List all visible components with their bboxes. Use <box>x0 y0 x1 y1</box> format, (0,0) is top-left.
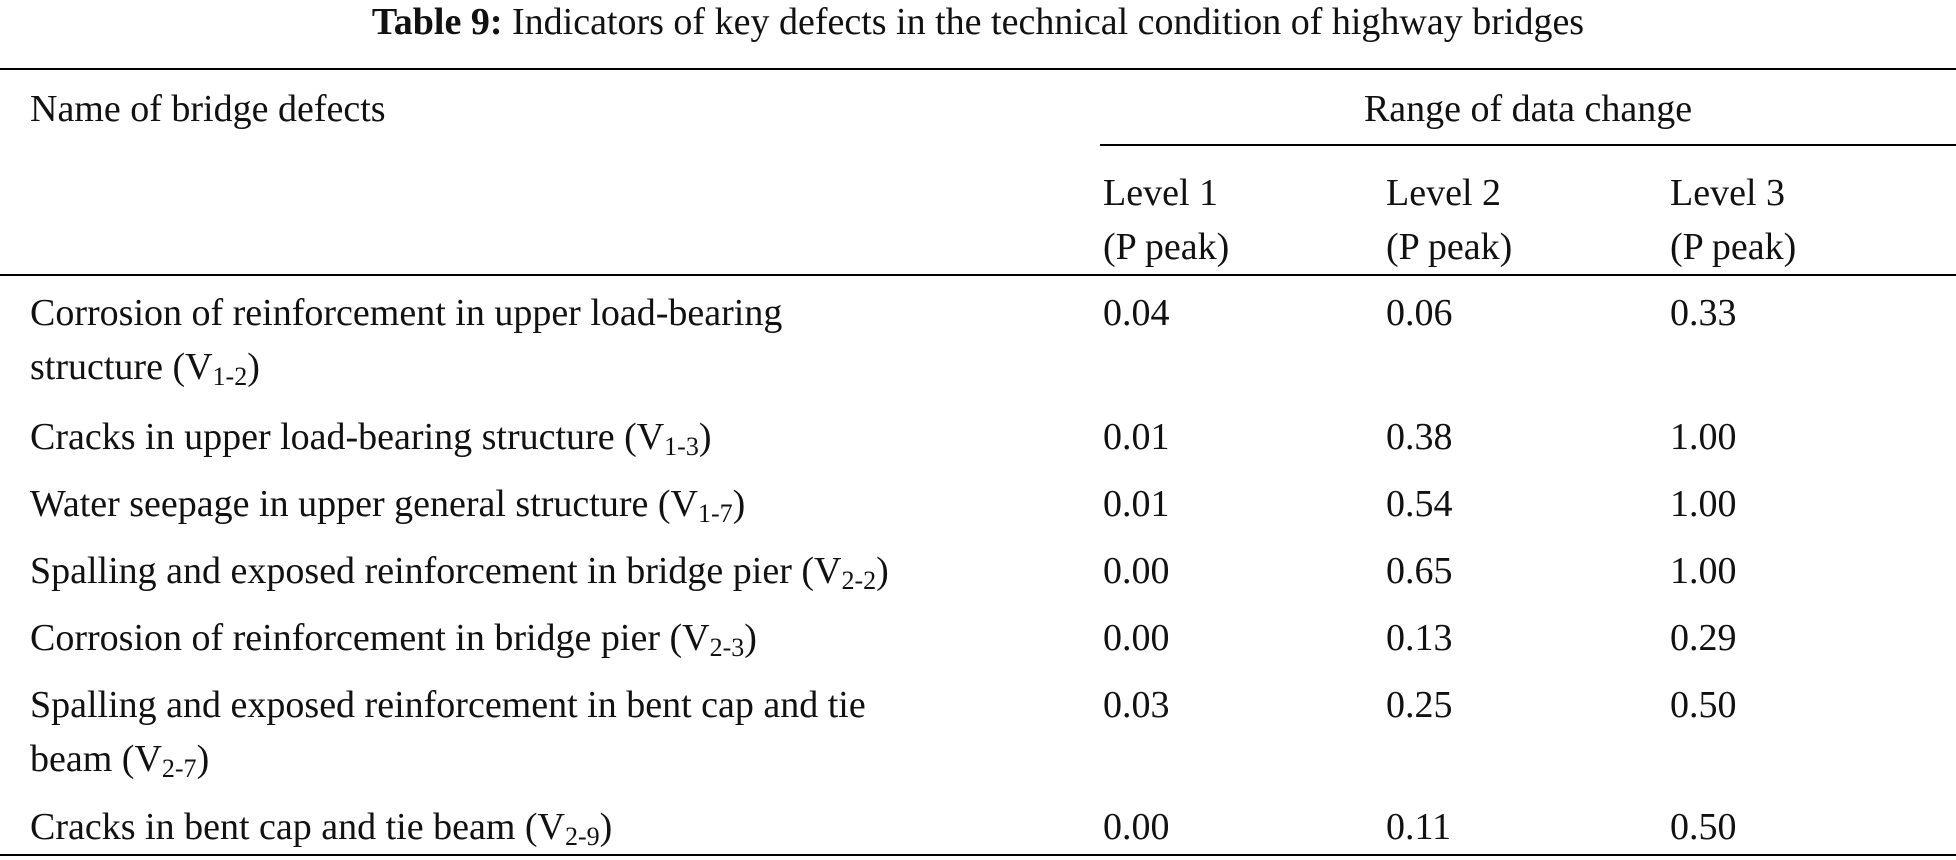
table-row-7-name <box>30 800 612 854</box>
bottom-rule <box>0 854 1956 856</box>
row-6-suffix: ) <box>196 738 210 780</box>
row-3-suffix: ) <box>732 483 746 525</box>
header-level-3 <box>1670 166 1796 274</box>
header-level-1 <box>1103 166 1229 274</box>
header-bottom-rule <box>0 274 1956 276</box>
caption-text: Indicators of key defects in the technical condition of highway bridges <box>511 1 1585 43</box>
row-4-subscript: 2-2 <box>841 566 877 595</box>
row-3-subscript: 1-7 <box>697 499 733 528</box>
top-rule <box>0 68 1956 70</box>
table-row-3-level-2: 0.54 <box>1386 483 1453 525</box>
caption-label: Table 9: <box>371 1 503 43</box>
row-2-name-text: Cracks in upper load-bearing structure (V <box>30 416 665 458</box>
table-row-4-name <box>30 544 889 598</box>
row-1-name-text: structure (V <box>30 346 213 388</box>
group-rule <box>1100 144 1956 146</box>
table-row-4-level-2: 0.65 <box>1386 550 1453 592</box>
table-row-1-level-2: 0.06 <box>1386 292 1453 334</box>
row-6-name-text: beam (V <box>30 738 162 780</box>
table-row-5-level-3: 0.29 <box>1670 617 1737 659</box>
row-6-subscript: 2-7 <box>161 754 197 783</box>
table-row-2-level-1: 0.01 <box>1103 416 1170 458</box>
row-4-name-text: Spalling and exposed reinforcement in bridge pier (V <box>30 550 842 592</box>
header-level-2 <box>1386 166 1512 274</box>
table-row-6-level-3: 0.50 <box>1670 684 1737 726</box>
table-row-7-level-3: 0.50 <box>1670 806 1737 848</box>
table-row-6-name <box>30 678 866 786</box>
table-row-5-name <box>30 611 757 665</box>
row-1-name-line1: Corrosion of reinforcement in upper load-bearing <box>30 292 783 334</box>
row-6-name-line2 <box>30 732 866 786</box>
header-level-3-line1: Level 3 <box>1670 172 1786 214</box>
row-1-suffix: ) <box>247 346 260 388</box>
row-7-subscript: 2-9 <box>564 822 600 851</box>
table-row-3-level-3: 1.00 <box>1670 483 1737 525</box>
table-row-4-level-3: 1.00 <box>1670 550 1737 592</box>
row-7-suffix: ) <box>599 806 613 848</box>
header-level-2-line2: (P peak) <box>1386 226 1513 268</box>
table-row-7-level-1: 0.00 <box>1103 806 1170 848</box>
row-5-subscript: 2-3 <box>709 633 745 662</box>
row-1-subscript: 1-2 <box>212 362 248 391</box>
header-level-1-line1: Level 1 <box>1103 172 1219 214</box>
header-range-group: Range of data change <box>1363 88 1693 130</box>
row-7-name-text: Cracks in bent cap and tie beam (V <box>30 806 565 848</box>
table-row-1-level-3: 0.33 <box>1670 292 1737 334</box>
row-1-name-line2 <box>30 340 782 394</box>
table-row-7-level-2: 0.11 <box>1386 806 1452 848</box>
table-row-4-level-1: 0.00 <box>1103 550 1170 592</box>
table-row-3-level-1: 0.01 <box>1103 483 1170 525</box>
table-row-6-level-1: 0.03 <box>1103 684 1170 726</box>
table-row-2-level-2: 0.38 <box>1386 416 1453 458</box>
row-5-suffix: ) <box>744 617 757 659</box>
table-row-6-level-2: 0.25 <box>1386 684 1453 726</box>
row-6-name-line1: Spalling and exposed reinforcement in bent cap and tie <box>30 684 866 726</box>
header-level-2-line1: Level 2 <box>1386 172 1502 214</box>
table-row-5-level-2: 0.13 <box>1386 617 1453 659</box>
table-caption <box>0 0 1956 44</box>
row-4-suffix: ) <box>876 550 889 592</box>
header-name-column: Name of bridge defects <box>30 88 386 130</box>
table-row-1-name <box>30 286 782 394</box>
table-row-5-level-1: 0.00 <box>1103 617 1170 659</box>
row-2-suffix: ) <box>698 416 712 458</box>
table-row-2-name <box>30 410 712 464</box>
row-5-name-text: Corrosion of reinforcement in bridge pier (V <box>30 617 710 659</box>
table-row-1-level-1: 0.04 <box>1103 292 1170 334</box>
table-row-3-name <box>30 477 745 531</box>
table-row-2-level-3: 1.00 <box>1670 416 1737 458</box>
row-3-name-text: Water seepage in upper general structure (V <box>30 483 698 525</box>
row-2-subscript: 1-3 <box>664 432 699 461</box>
header-level-3-line2: (P peak) <box>1670 226 1797 268</box>
header-level-1-line2: (P peak) <box>1103 226 1230 268</box>
